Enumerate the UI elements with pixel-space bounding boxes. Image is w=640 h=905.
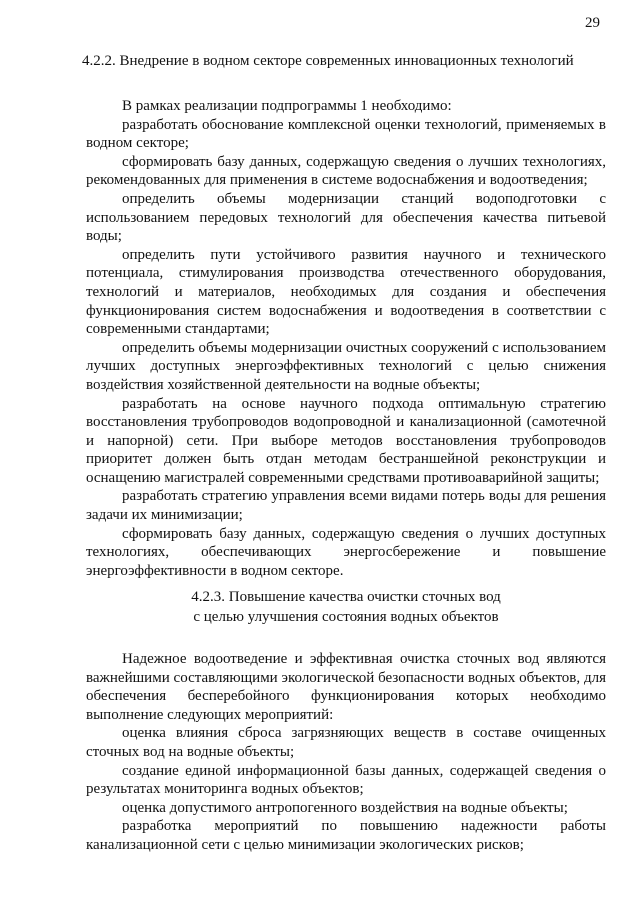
paragraph-intro: В рамках реализации подпрограммы 1 необходимо: xyxy=(122,98,452,114)
page-number: 29 xyxy=(585,15,600,31)
list-item: создание единой информационной базы данных, содержащей сведения о результатах мониторинга водных объектов; xyxy=(86,762,606,798)
section-heading-4-2-2: 4.2.2. Внедрение в водном секторе современных инновационных технологий xyxy=(82,53,574,69)
section-4-2-2-body xyxy=(86,97,606,580)
section-4-2-3-body xyxy=(86,650,606,855)
paragraph-intro: Надежное водоотведение и эффективная очистка сточных вод являются важнейшими составляющими экологической безопасности водных объектов, для обеспечения бесперебойного функционирования которых необходимо выполнение следующих мероприятий: xyxy=(86,651,606,723)
list-item: разработка мероприятий по повышению надежности работы канализационной сети с целью минимизации экологических рисков; xyxy=(86,818,606,853)
list-item: определить объемы модернизации очистных сооружений с использованием лучших доступных энергоэффективных технологий с целью снижения воздействия хозяйственной деятельности на водные объекты; xyxy=(86,339,606,393)
list-item: определить объемы модернизации станций водоподготовки с использованием передовых технологий для обеспечения качества питьевой воды; xyxy=(86,190,606,245)
list-item: разработать на основе научного подхода оптимальную стратегию восстановления трубопроводов водопроводной и канализационной (самотечной и напорной) сети. При выборе методов восстановления трубопроводов приоритет должен быть отдан методам бестраншейной реконструкции и оснащению магистралей современными средствами противоаварийной защиты; xyxy=(86,395,606,486)
list-item: разработать обоснование комплексной оценки технологий, применяемых в водном секторе; xyxy=(86,116,606,152)
list-item: определить пути устойчивого развития научного и технического потенциала, стимулирования производства отечественного оборудования, технологий и материалов, необходимых для создания и обеспечения функционирования систем водоснабжения и водоотведения в соответствии с современными стандартами; xyxy=(86,246,606,338)
list-item: сформировать базу данных, содержащую сведения о лучших доступных технологиях, обеспечивающих энергосбережение и повышение энергоэффективности в водном секторе. xyxy=(86,525,606,579)
section-heading-line-2: с целью улучшения состояния водных объектов xyxy=(193,609,499,625)
list-item: оценка влияния сброса загрязняющих веществ в составе очищенных сточных вод на водные объекты; xyxy=(86,725,606,760)
section-heading-line-1: 4.2.3. Повышение качества очистки сточных вод xyxy=(191,589,501,605)
list-item: сформировать базу данных, содержащую сведения о лучших технологиях, рекомендованных для применения в системе водоснабжения и водоотведения; xyxy=(86,153,606,189)
list-item: оценка допустимого антропогенного воздействия на водные объекты; xyxy=(122,799,568,816)
list-item: разработать стратегию управления всеми видами потерь воды для решения задачи их минимизации; xyxy=(86,488,606,524)
section-heading-4-2-3 xyxy=(86,587,606,627)
